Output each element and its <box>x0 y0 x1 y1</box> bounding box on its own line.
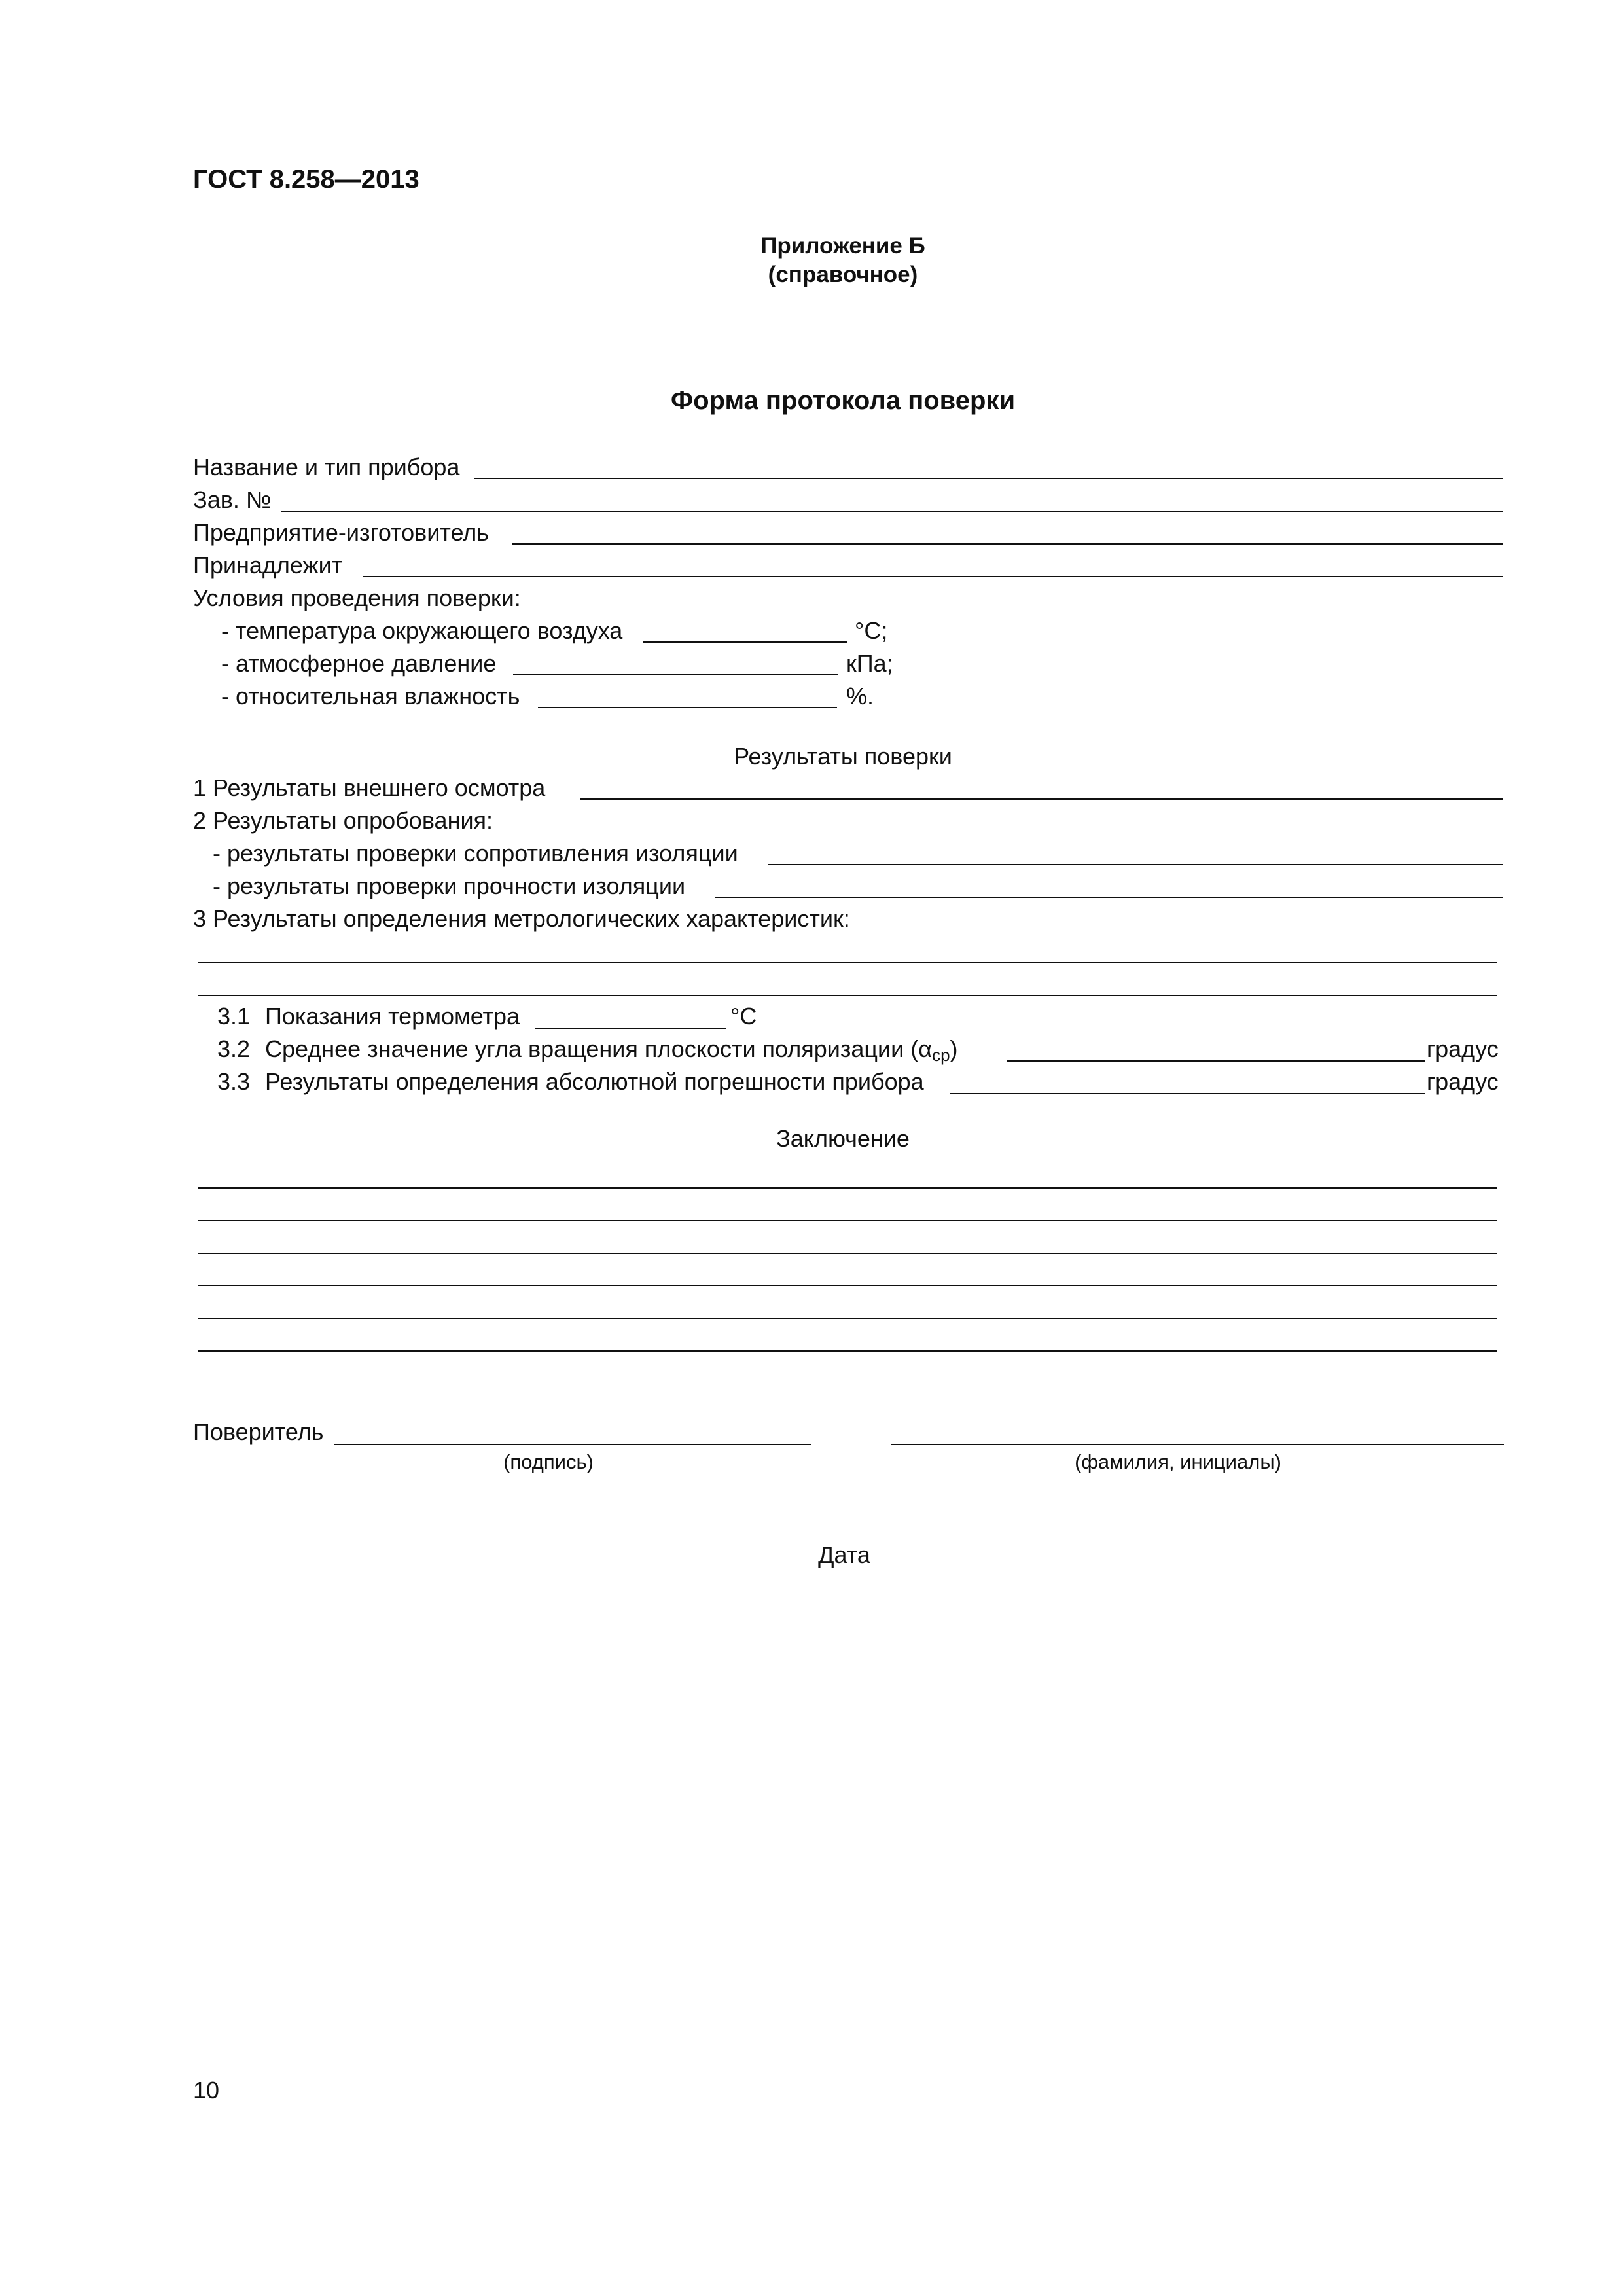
external-inspection-label: 1 Результаты внешнего осмотра <box>193 774 546 801</box>
conclusion-line-3[interactable] <box>198 1253 1497 1254</box>
humidity-label: - относительная влажность <box>221 683 520 709</box>
item-3-3-label: Результаты определения абсолютной погрешности прибора <box>265 1068 924 1095</box>
temperature-field[interactable] <box>643 641 847 643</box>
device-name-type-label: Название и тип прибора <box>193 454 460 480</box>
external-inspection-field[interactable] <box>580 798 1503 800</box>
name-caption: (фамилия, инициалы) <box>1075 1450 1281 1473</box>
item-3-1-unit: °С <box>730 1003 757 1030</box>
item-3-2-unit: градус <box>1427 1035 1499 1062</box>
metrological-line-1[interactable] <box>198 962 1497 963</box>
conclusion-heading: Заключение <box>776 1125 910 1152</box>
verifier-name-field[interactable] <box>891 1444 1504 1445</box>
alpha-symbol: α <box>918 1035 933 1062</box>
item-3-2-field[interactable] <box>1007 1060 1425 1062</box>
conclusion-line-1[interactable] <box>198 1187 1497 1189</box>
conclusion-line-5[interactable] <box>198 1318 1497 1319</box>
item-3-1-label: Показания термометра <box>265 1003 520 1030</box>
results-heading: Результаты поверки <box>734 743 952 770</box>
item-3-1-number: 3.1 <box>217 1003 251 1030</box>
insulation-strength-label: - результаты проверки прочности изоляции <box>213 872 686 899</box>
pressure-label: - атмосферное давление <box>221 650 497 677</box>
standard-code: ГОСТ 8.258—2013 <box>193 165 419 194</box>
insulation-resistance-label: - результаты проверки сопротивления изоляции <box>213 840 738 867</box>
date-label: Дата <box>818 1541 870 1568</box>
humidity-unit: %. <box>846 683 874 709</box>
alpha-subscript: ср <box>932 1045 950 1065</box>
metrological-line-2[interactable] <box>198 995 1497 996</box>
owner-label: Принадлежит <box>193 552 343 579</box>
item-3-3-number: 3.3 <box>217 1068 251 1095</box>
appendix-type: (справочное) <box>768 262 918 287</box>
humidity-field[interactable] <box>538 707 837 708</box>
manufacturer-field[interactable] <box>512 543 1503 545</box>
conclusion-line-4[interactable] <box>198 1285 1497 1286</box>
insulation-strength-field[interactable] <box>715 897 1503 898</box>
insulation-resistance-field[interactable] <box>768 864 1503 865</box>
item-3-2-label: Среднее значение угла вращения плоскости поляризации $(\alpha_{ср})$ <box>265 1035 958 1065</box>
conditions-label: Условия проведения поверки: <box>193 584 521 611</box>
serial-number-field[interactable] <box>281 511 1503 512</box>
item-3-3-field[interactable] <box>950 1093 1425 1094</box>
testing-label: 2 Результаты опробования: <box>193 807 493 834</box>
metrological-label: 3 Результаты определения метрологических характеристик: <box>193 905 850 932</box>
item-3-2-number: 3.2 <box>217 1035 251 1062</box>
pressure-field[interactable] <box>513 674 838 675</box>
conclusion-line-6[interactable] <box>198 1350 1497 1352</box>
device-name-type-field[interactable] <box>474 478 1503 479</box>
verifier-signature-field[interactable] <box>334 1444 812 1445</box>
temperature-unit: °С; <box>855 617 888 644</box>
page-number: 10 <box>193 2077 220 2104</box>
appendix-title: Приложение Б <box>760 233 925 259</box>
item-3-3-unit: градус <box>1427 1068 1499 1095</box>
signature-caption: (подпись) <box>503 1450 594 1473</box>
conclusion-line-2[interactable] <box>198 1220 1497 1221</box>
serial-number-label: Зав. № <box>193 486 272 513</box>
manufacturer-label: Предприятие-изготовитель <box>193 519 490 546</box>
item-3-1-field[interactable] <box>535 1028 726 1029</box>
owner-field[interactable] <box>363 576 1503 577</box>
verifier-label: Поверитель <box>193 1418 324 1445</box>
pressure-unit: кПа; <box>846 650 893 677</box>
temperature-label: - температура окружающего воздуха <box>221 617 623 644</box>
form-title: Форма протокола поверки <box>670 386 1016 415</box>
